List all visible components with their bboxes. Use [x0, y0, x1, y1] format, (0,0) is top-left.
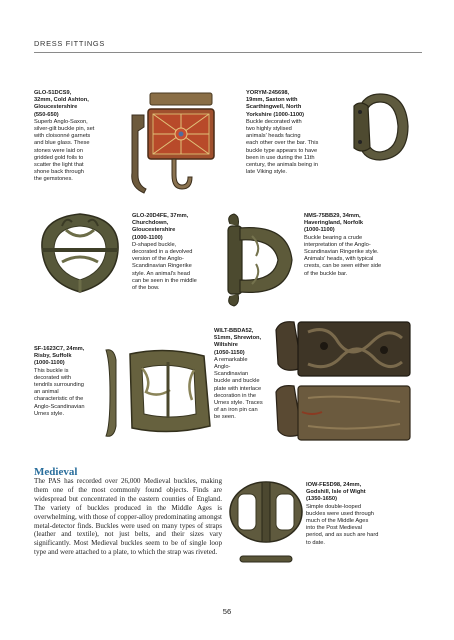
caption-yorym-245698: [246, 90, 350, 176]
caption-heading: SF-1623C7, 24mm, Risby, Suffolk (1000-1100): [34, 346, 85, 367]
photo-buckle-pin-glo-51dcs9: [122, 85, 244, 200]
photo-buckle-glo-20d4fe: [32, 200, 128, 310]
caption-text: Superb Anglo-Saxon, silver-gilt buckle pin, set with cloisonné garnets and blue glass. These stones were laid on gridded gold foils to scatter the light that shone back through the gemstones.: [34, 118, 95, 183]
caption-text: Buckle bearing a crude interpretation of the Anglo- Scandinavian Ringerike style. Animals' heads, with typical crests, can be seen either side of the buckle bar.: [304, 234, 382, 277]
caption-text: This buckle is decorated with tendrils surrounding an animal characteristic of the Anglo-Scandinavian Urnes style.: [34, 367, 85, 417]
section-body: The PAS has recorded over 26,000 Medieval buckles, making them one of the most commonly found objects. Finds are widespread but concentrated in the eastern counties of England. The variety of buckles produced in the Middle Ages is overwhelming, with those of copper-alloy predominating amongst metal-detector finds. Buckles were used on many types of straps (leather and textile), not just belts, and their sizes vary significantly. Most Medieval buckles seem to be of single loop type and were attached to a plate, to which the strap was riveted.: [34, 477, 222, 557]
caption-heading: GLO-51DCS9, 32mm, Cold Ashton, Gloucestershire (550-650): [34, 90, 89, 118]
photo-buckle-sf-1623c7: [100, 340, 220, 448]
caption-text: D-shaped buckle, decorated in a devolved version of the Anglo- Scandinavian Ringerike style. An animal's head can be seen in the middle of the bow.: [132, 241, 197, 292]
page-number: 56: [222, 607, 232, 616]
photo-buckle-nms-75bb29: [222, 206, 302, 310]
caption-text: Buckle decorated with two highly stylised animals' heads facing each other over the bar. This buckle type appears to have been in use during the 11th century, the animals being in late Viking style.: [246, 118, 319, 176]
caption-heading: YORYM-245698, 19mm, Saxton with Scarthingwell, North Yorkshire (1000-1100): [246, 90, 305, 118]
caption-heading: GLO-20D4FE, 37mm, Churchdown, Gloucestershire (1000-1100): [132, 213, 189, 241]
photo-buckle-iow-fe5d98: [226, 476, 306, 576]
caption-heading: NMS-75BB29, 34mm, Haveringland, Norfolk (1000-1100): [304, 213, 364, 234]
caption-wilt-bbda52: [214, 328, 276, 422]
caption-text: A remarkable Anglo- Scandinavian buckle and buckle plate with interlace decoration in the Urnes style. Traces of an iron pin can be seen.: [214, 356, 263, 421]
caption-nms-75bb29: [304, 213, 414, 278]
photo-buckle-yorym-245698: [346, 88, 416, 166]
header-rule: [34, 52, 422, 53]
photo-buckle-wilt-bbda52: [272, 316, 418, 452]
section-title: Medieval: [34, 466, 78, 478]
caption-heading: IOW-FE5D98, 24mm, Godshill, Isle of Wight (1350-1650): [306, 482, 366, 503]
caption-glo-51dcs9: [34, 90, 130, 184]
caption-iow-fe5d98: [306, 482, 414, 547]
caption-glo-20d4fe: [132, 213, 232, 292]
running-header: DRESS FITTINGS: [34, 39, 105, 48]
caption-text: Simple double-looped buckles were used through much of the Middle Ages into the Post Medieval period, and as such are hard to date.: [306, 503, 379, 546]
caption-heading: WILT-BBDA52, 51mm, Shrewton, Wiltshire (1050-1150): [214, 328, 262, 356]
